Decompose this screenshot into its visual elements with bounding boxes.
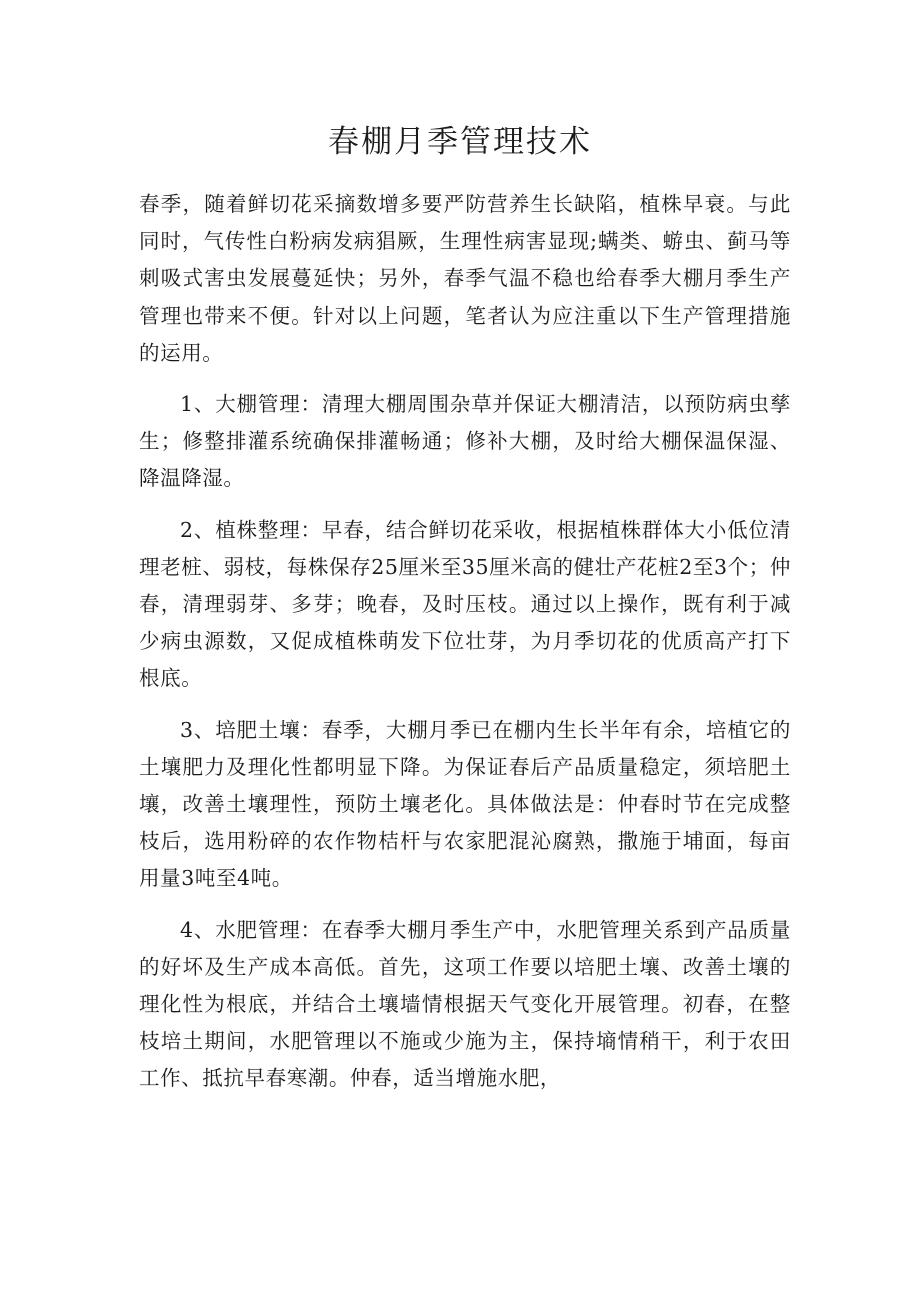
paragraph-water-fertilizer: 4、水肥管理：在春季大棚月季生产中，水肥管理关系到产品质量的好坏及生产成本高低。首先，这项工作要以培肥土壤、改善土壤的理化性为根底，并结合土壤墙情根据天气变化开展管理。初春，在整枝培土期间，水肥管理以不施或少施为主，保持墒情稍干，利于农田工作、抵抗早春寒潮。仲春，适当增施水肥， xyxy=(139,917,791,1091)
paragraph-plant-pruning: 2、植株整理：早春，结合鲜切花采收，根据植株群体大小低位清理老桩、弱枝，每株保存25厘米至35厘米高的健壮产花桩2至3个；仲春，清理弱芽、多芽；晚春，及时压枝。通过以上操作，既有利于减少病虫源数，又促成植株萌发下位壮芽，为月季切花的优质高产打下根底。 xyxy=(139,517,791,691)
page-title: 春棚月季管理技术 xyxy=(328,124,592,160)
paragraph-intro: 春季，随着鲜切花采摘数增多要严防营养生长缺陷，植株早衰。与此同时，气传性白粉病发病猖厥，生理性病害显现;螨类、蝣虫、蓟马等刺吸式害虫发展蔓延快；另外，春季气温不稳也给春季大棚月季生产管理也带来不便。针对以上问题，笔者认为应注重以下生产管理措施的运用。 xyxy=(139,192,791,365)
paragraph-greenhouse-management: 1、大棚管理：清理大棚周围杂草并保证大棚清洁，以预防病虫孳生；修整排灌系统确保排灌畅通；修补大棚，及时给大棚保温保湿、降温降湿。 xyxy=(139,392,791,491)
paragraph-soil-fertilization: 3、培肥土壤：春季，大棚月季已在棚内生长半年有余，培植它的土壤肥力及理化性都明显下降。为保证春后产品质量稳定，须培肥土壤，改善土壤理性，预防土壤老化。具体做法是：仲春时节在完成整枝后，选用粉碎的农作物桔杆与农家肥混沁腐熟，撒施于埔面，每亩用量3吨至4吨。 xyxy=(139,717,791,891)
document-body xyxy=(139,186,791,1112)
